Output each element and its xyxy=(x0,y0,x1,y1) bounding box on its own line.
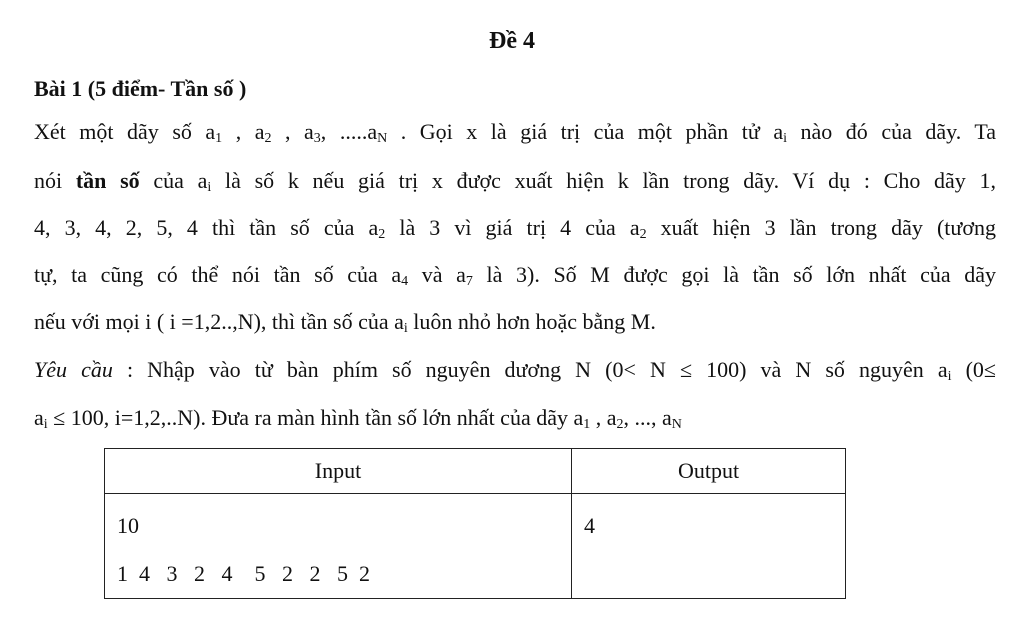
paragraph-line-4: tự, ta cũng có thể nói tần số của $a_4$ và $a_7$ là 3). Số M được gọi là tần số lớn nhất của dãy xyxy=(34,262,996,289)
input-header: Input xyxy=(105,449,572,494)
output-cell xyxy=(572,494,846,599)
input-cell xyxy=(105,494,572,599)
io-table-header-row xyxy=(105,449,846,494)
requirement-label: Yêu cầu xyxy=(34,357,113,382)
paragraph-line-1: Xét một dãy số $a_1$ , $a_2$ , $a_3$, $.....a_N$ . Gọi x là giá trị của một phần tử $a_i$ nào đó của dãy. Ta xyxy=(34,119,996,146)
io-example-table xyxy=(104,448,846,599)
input-line-1: 10 xyxy=(117,513,139,538)
requirement-line-1: Yêu cầu : Nhập vào từ bàn phím số nguyên dương N (0< N ≤ 100) và N số nguyên $a_i$ (0≤ xyxy=(34,357,997,384)
output-header: Output xyxy=(572,449,846,494)
paragraph-line-3: 4, 3, 4, 2, 5, 4 thì tần số của $a_2$ là 3 vì giá trị 4 của $a_2$ xuất hiện 3 lần trong dãy (tương xyxy=(34,215,996,242)
requirement-line-2: $a_i \le 100$, i=1,2,..N). Đưa ra màn hình tần số lớn nhất của dãy $a_1$ , $a_2$, ..., $a_N$ xyxy=(34,405,682,432)
io-table-row xyxy=(105,494,846,599)
paragraph-line-5: nếu với mọi i ( i =1,2..,N), thì tần số của $a_i$ luôn nhỏ hơn hoặc bằng M. xyxy=(34,309,656,336)
output-line-1: 4 xyxy=(584,513,595,538)
paragraph-line-2: nói tần số của $a_i$ là số k nếu giá trị x được xuất hiện k lần trong dãy. Ví dụ : Cho dãy 1, xyxy=(34,168,996,195)
document-title: Đề 4 xyxy=(489,28,535,54)
input-line-2: 1 4 3 2 4 5 2 2 5 2 xyxy=(117,561,370,586)
problem-heading: Bài 1 (5 điểm- Tần số ) xyxy=(34,76,247,101)
